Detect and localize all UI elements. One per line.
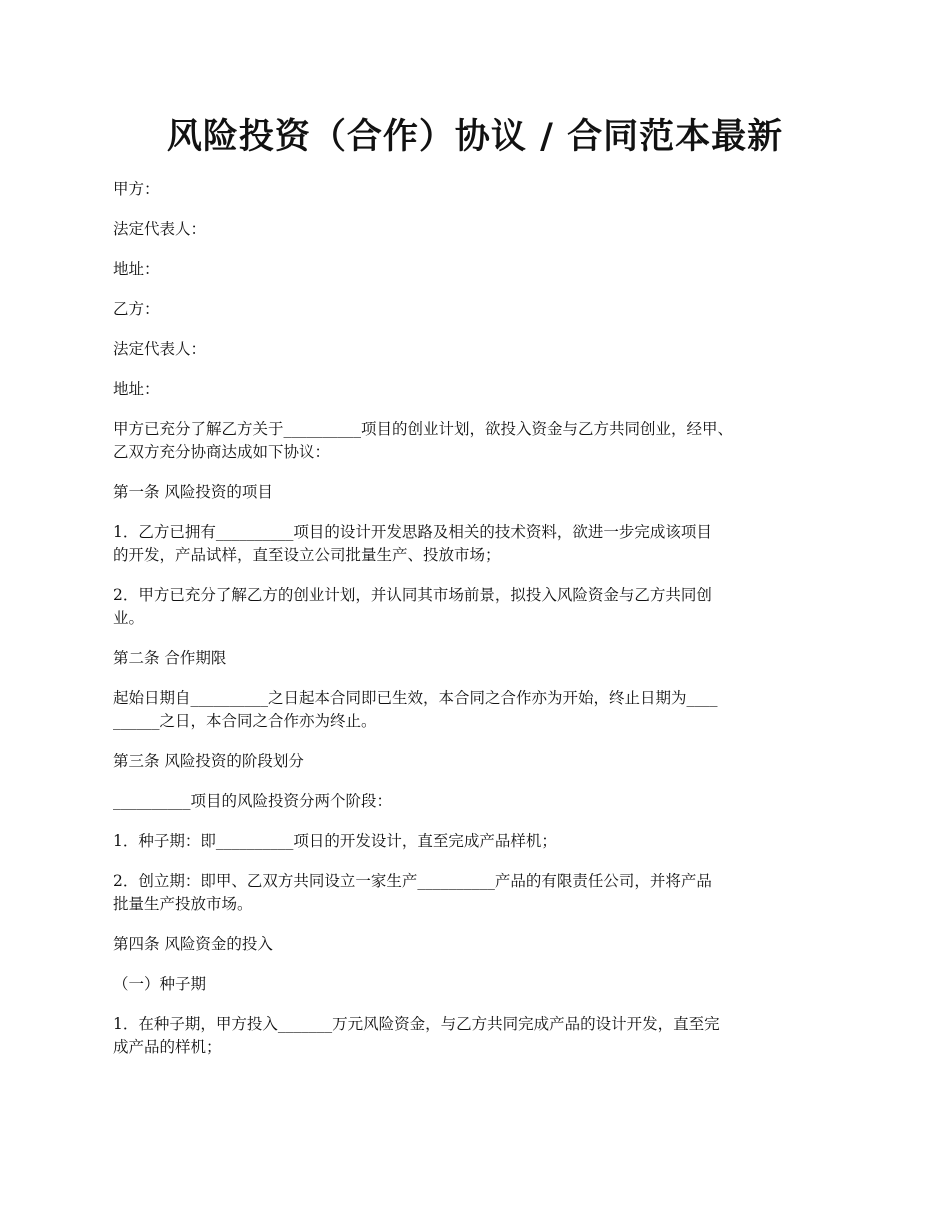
article-2-heading: 第二条 合作期限	[113, 649, 227, 667]
article-3-intro: __________项目的风险投资分两个阶段：	[113, 792, 393, 810]
article-2-clause: 起始日期自__________之日起本合同即已生效，本合同之合作亦为开始，终止日期为____ ______之日，本合同之合作亦为终止。	[113, 689, 718, 730]
article-3-clause-1: 1．种子期：即__________项日的开发设计，直至完成产品样机；	[113, 832, 557, 850]
article-3-heading: 第三条 风险投资的阶段划分	[113, 752, 304, 770]
party-b-address: 地址：	[113, 380, 160, 398]
party-b-legal-rep: 法定代表人：	[113, 340, 207, 358]
article-1-clause-1: 1．乙方已拥有__________项目的设计开发思路及相关的技术资料，欲进一步完成该项目 的开发，产品试样，直至设立公司批量生产、投放市场；	[113, 523, 712, 564]
article-4-clause-1: 1．在种子期，甲方投入_______万元风险资金，与乙方共同完成产品的设计开发，直至完 成产品的样机；	[113, 1015, 720, 1056]
party-b-label: 乙方：	[113, 300, 160, 318]
article-1-clause-2: 2．甲方已充分了解乙方的创业计划，并认同其市场前景，拟投入风险资金与乙方共同创 业。	[113, 586, 712, 627]
party-a-label: 甲方：	[113, 180, 160, 198]
article-4-heading: 第四条 风险资金的投入	[113, 935, 273, 953]
article-4-subheading-seed: （一）种子期	[113, 975, 207, 993]
article-3-clause-2: 2．创立期：即甲、乙双方共同设立一家生产__________产品的有限责任公司，并将产品 批量生产投放市场。	[113, 872, 712, 913]
preamble-paragraph: 甲方已充分了解乙方关于__________项目的创业计划，欲投入资金与乙方共同创业，经甲、 乙双方充分协商达成如下协议：	[113, 420, 734, 461]
party-a-legal-rep: 法定代表人：	[113, 220, 207, 238]
article-1-heading: 第一条 风险投资的项目	[113, 483, 273, 501]
document-title: 风险投资（合作）协议 / 合同范本最新	[166, 116, 784, 157]
document-body	[113, 178, 853, 1076]
party-a-address: 地址：	[113, 260, 160, 278]
